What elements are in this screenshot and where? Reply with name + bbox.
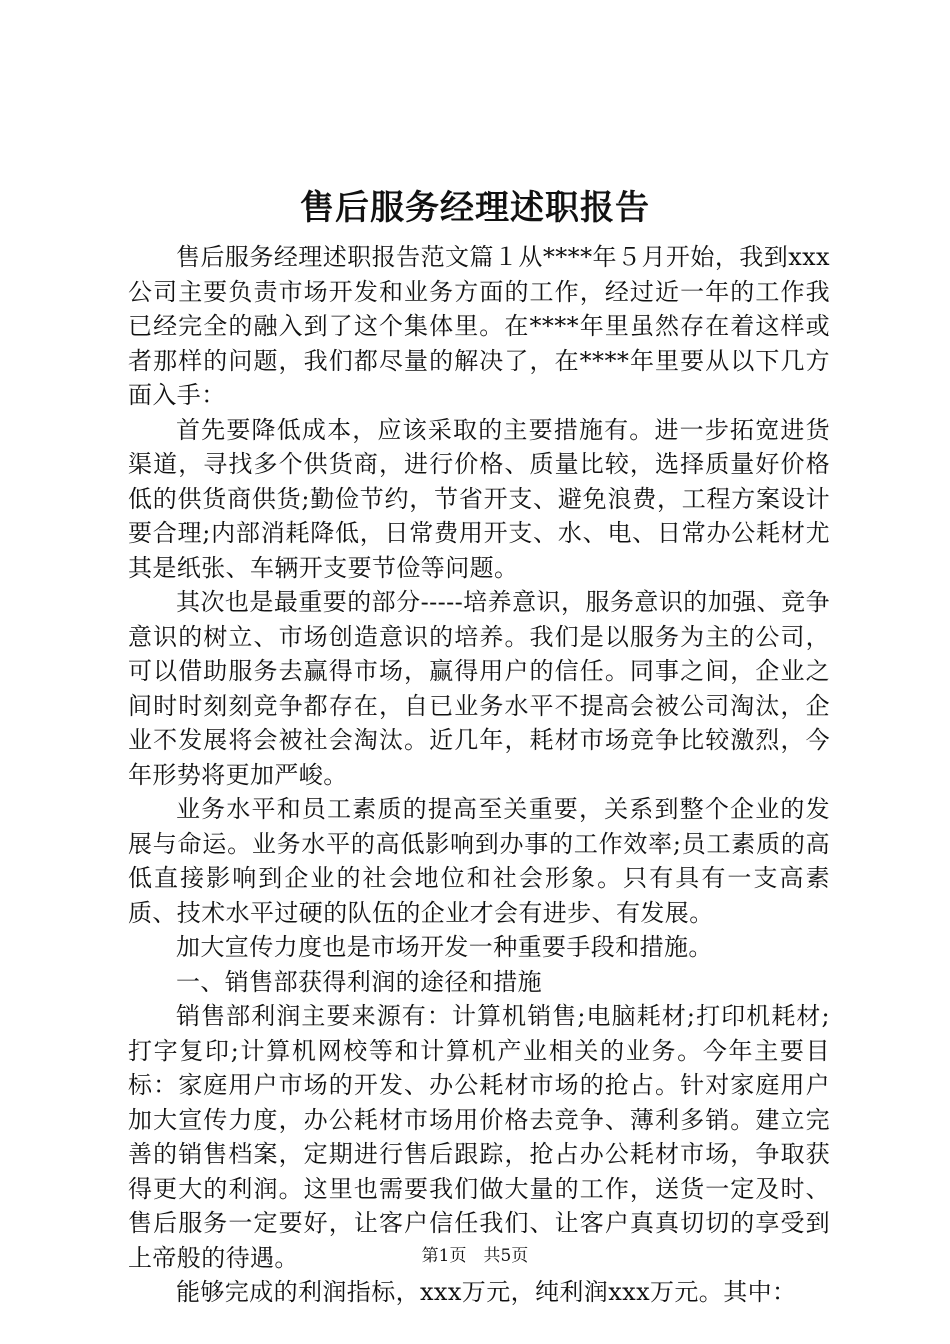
document-body bbox=[128, 240, 830, 1310]
section-heading-profit: 一、销售部获得利润的途径和措施 bbox=[176, 967, 542, 996]
paragraph-publicity: 加大宣传力度也是市场开发一种重要手段和措施。 bbox=[176, 933, 713, 961]
paragraph-profit-sources: 销售部利润主要来源有：计算机销售;电脑耗材;打印机耗材;打字复印;计算机网校等和计算机产业相关的业务。今年主要目标：家庭用户市场的开发、办公耗材市场的抢占。针对家庭用户加大宣传力度，办公耗材市场用价格去竞争、薄利多销。建立完善的销售档案，定期进行售后跟踪，抢占办公耗材市场，争取获得更大的利润。这里也需要我们做大量的工作，送货一定及时、售后服务一定要好，让客户信任我们、让客户真真切切的享受到上帝般的待遇。 bbox=[128, 1002, 830, 1272]
paragraph-profit-targets: 能够完成的利润指标，xxx万元，纯利润xxx万元。其中： bbox=[176, 1278, 797, 1306]
paragraph-intro: 售后服务经理述职报告范文篇１从****年５月开始，我到xxx公司主要负责市场开发和业务方面的工作，经过近一年的工作我已经完全的融入到了这个集体里。在****年里虽然存在着这样或者那样的问题，我们都尽量的解决了，在****年里要从以下几方面入手： bbox=[128, 243, 830, 409]
paragraph-cost-reduction: 首先要降低成本，应该采取的主要措施有。进一步拓宽进货渠道，寻找多个供货商，进行价格、质量比较，选择质量好价格低的供货商供货;勤俭节约，节省开支、避免浪费，工程方案设计要合理;内部消耗降低，日常费用开支、水、电、日常办公耗材尤其是纸张、车辆开支要节俭等问题。 bbox=[128, 415, 830, 582]
paragraph-staff-quality: 业务水平和员工素质的提高至关重要，关系到整个企业的发展与命运。业务水平的高低影响到办事的工作效率;员工素质的高低直接影响到企业的社会地位和社会形象。只有具有一支高素质、技术水平过硬的队伍的企业才会有进步、有发展。 bbox=[128, 795, 830, 927]
paragraph-awareness: 其次也是最重要的部分-----培养意识，服务意识的加强、竞争意识的树立、市场创造意识的培养。我们是以服务为主的公司，可以借助服务去赢得市场，赢得用户的信任。同事之间，企业之间时时刻刻竞争都存在，自已业务水平不提高会被公司淘汰，企业不发展将会被社会淘汰。近几年，耗材市场竞争比较激烈，今年形势将更加严峻。 bbox=[128, 588, 830, 789]
document-title: 售后服务经理述职报告 bbox=[300, 188, 650, 228]
page-number-footer: 第1页 共5页 bbox=[421, 1246, 529, 1266]
